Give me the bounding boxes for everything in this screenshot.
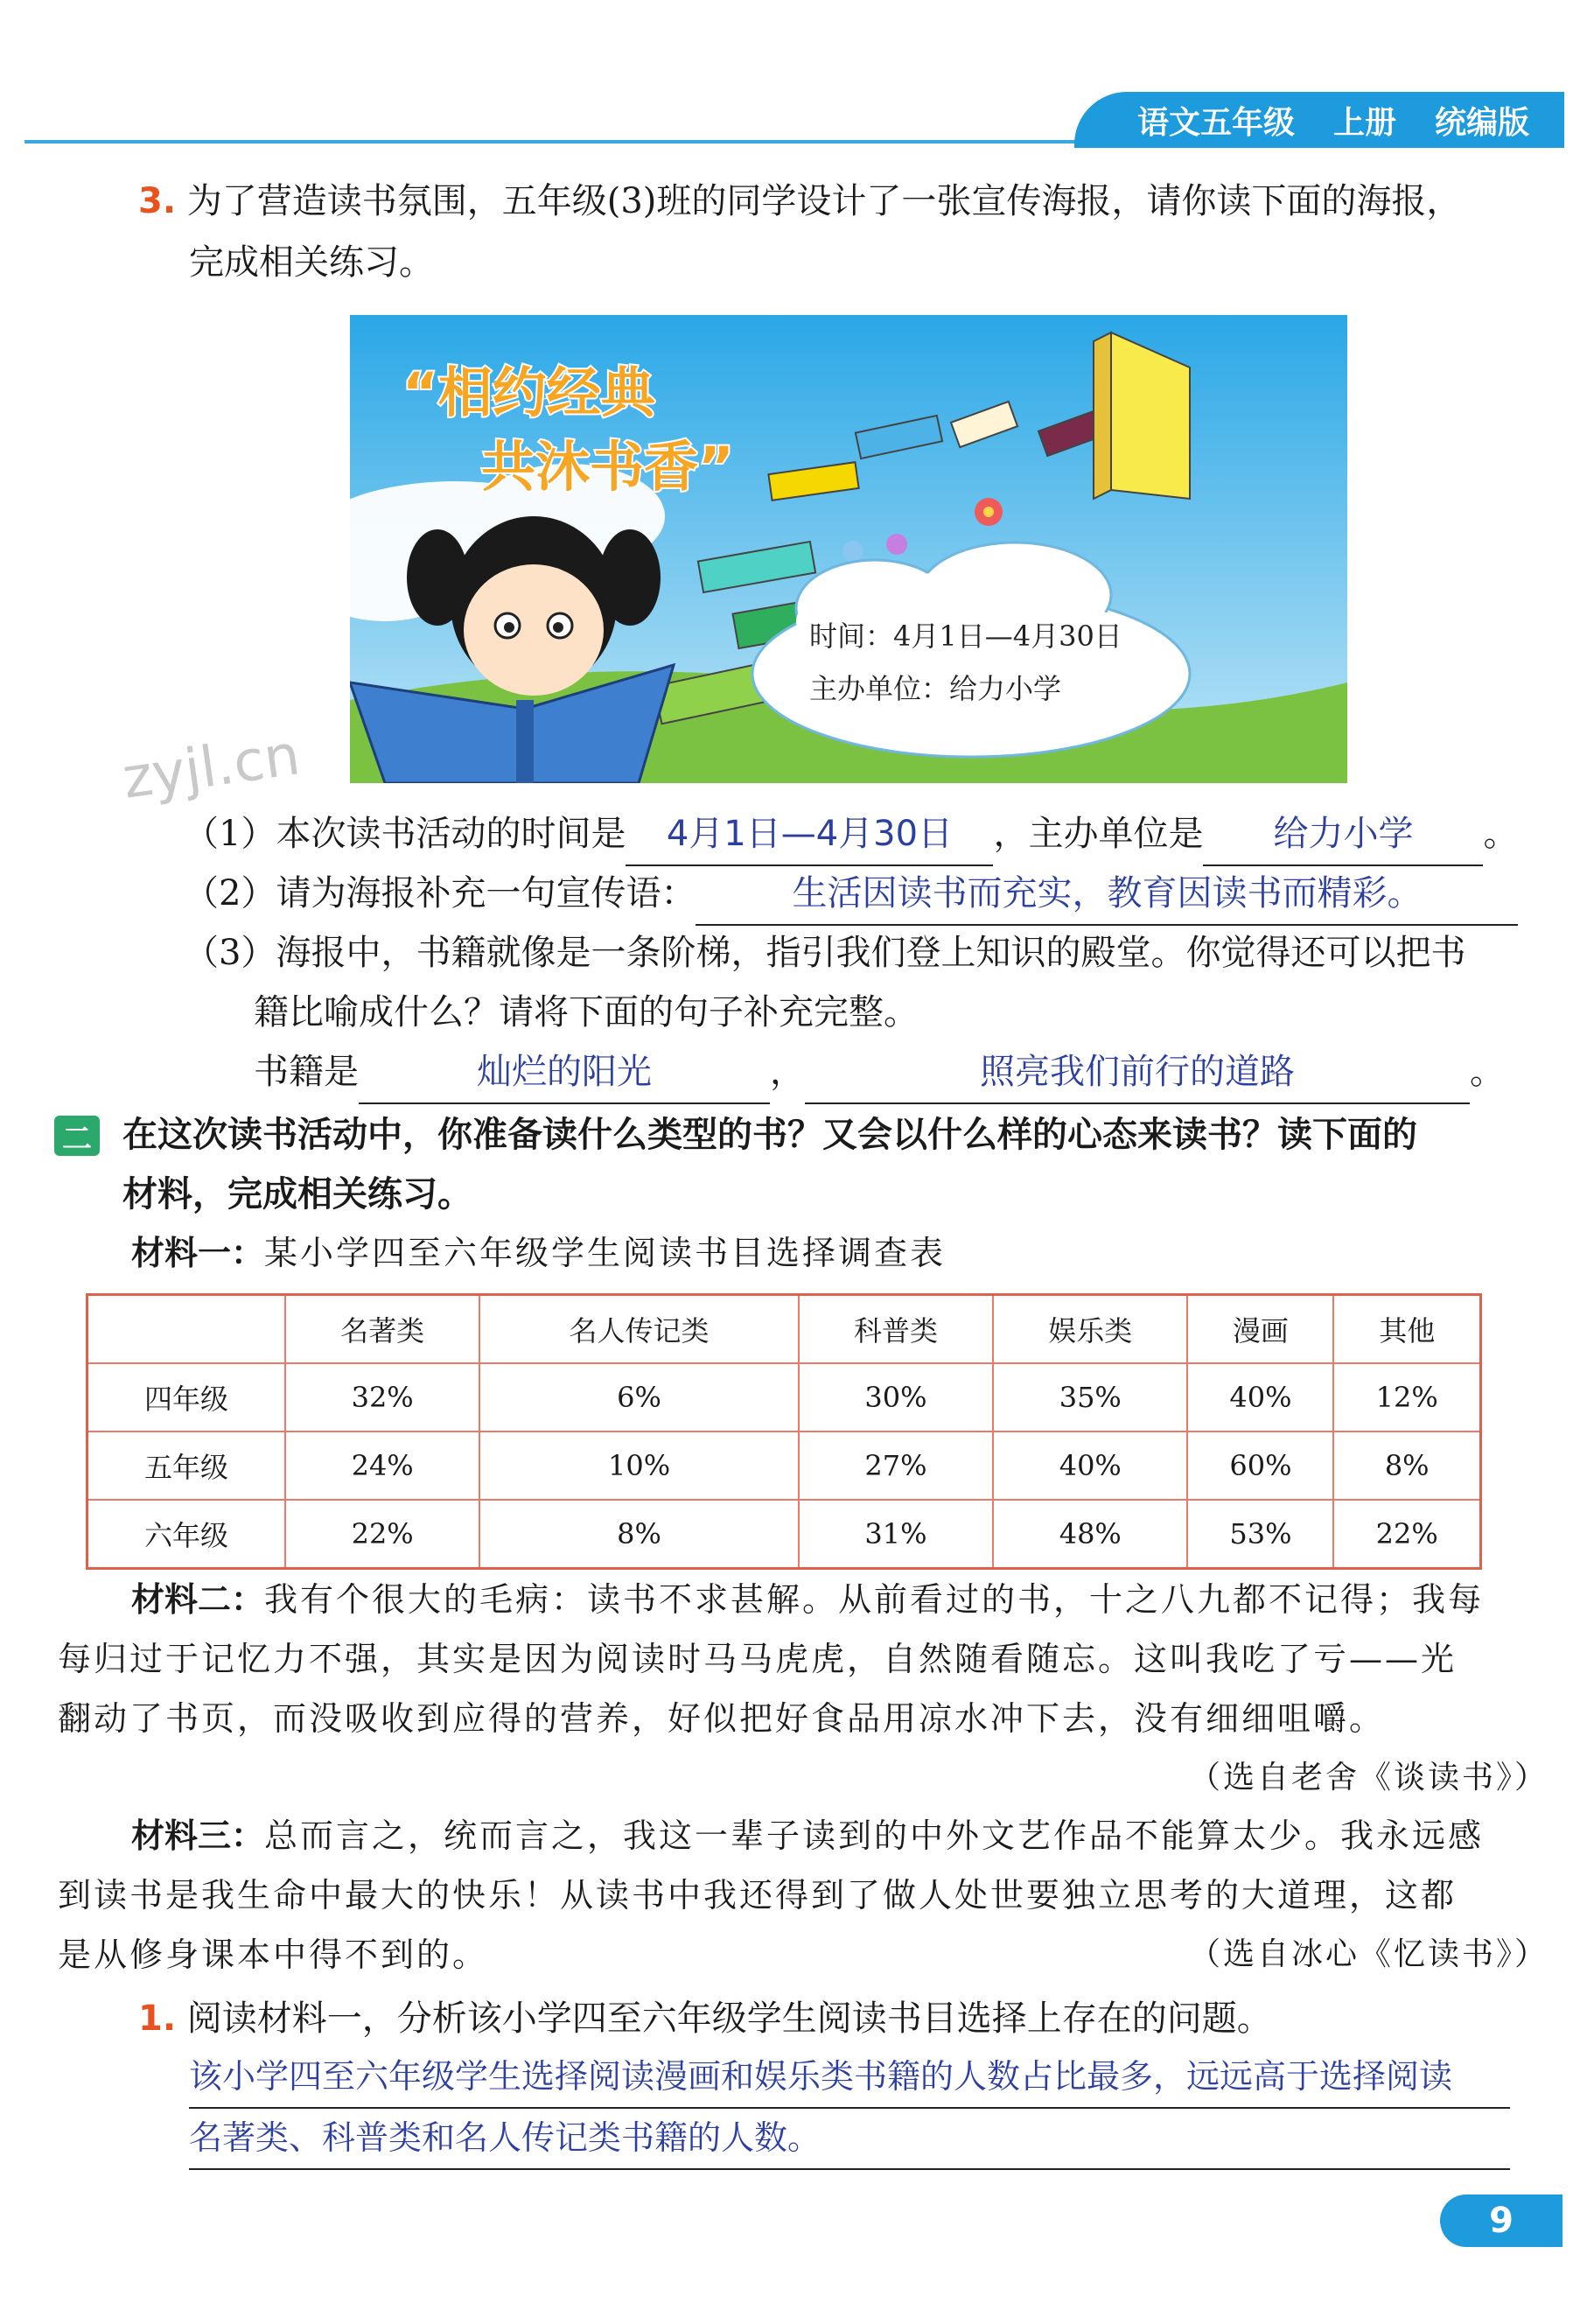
table-cell: 32%	[285, 1363, 479, 1432]
table-cell-grade: 六年级	[87, 1500, 286, 1569]
header-edition: 统编版	[1434, 104, 1529, 141]
sub3-explain-answer[interactable]: 照亮我们前行的道路	[805, 1041, 1470, 1104]
sub1-end: 。	[1483, 814, 1519, 854]
question-text: 为了营造读书氛围，五年级(3)班的同学设计了一张宣传海报，请你读下面的海报，	[186, 181, 1462, 221]
sub-question-3-fill	[254, 1041, 1531, 1104]
table-header-cell: 其他	[1333, 1295, 1480, 1364]
sub-question-1	[184, 803, 1531, 866]
table-cell: 22%	[1333, 1500, 1480, 1569]
table-header-cell: 漫画	[1187, 1295, 1333, 1364]
material2-line2: 每归过于记忆力不强，其实是因为阅读时马马虎虎，自然随看随忘。这叫我吃了亏——光	[58, 1640, 1458, 1678]
table-header-cell: 科普类	[799, 1295, 993, 1364]
sub-question-2	[184, 863, 1531, 926]
sub3-end: 。	[1470, 1052, 1505, 1092]
table-cell: 48%	[993, 1500, 1187, 1569]
section-badge: 二	[54, 1116, 100, 1156]
survey-table	[86, 1293, 1482, 1570]
material1-label: 材料一：	[131, 1234, 265, 1272]
material2-label: 材料二：	[131, 1580, 265, 1619]
sub2-label: （2）请为海报补充一句宣传语：	[184, 873, 696, 914]
poster-organizer: 主办单位：给力小学	[809, 672, 1062, 705]
sub1-organizer-answer[interactable]: 给力小学	[1203, 803, 1483, 866]
material2-line1	[131, 1570, 1484, 1629]
table-cell: 30%	[799, 1363, 993, 1432]
material3-label: 材料三：	[131, 1816, 265, 1855]
table-row	[87, 1432, 1481, 1500]
sub3-metaphor-answer[interactable]: 灿烂的阳光	[359, 1041, 770, 1104]
table-header-cell	[87, 1295, 286, 1364]
material2-text1: 我有个很大的毛病：读书不求甚解。从前看过的书，十之八九都不记得；我每	[264, 1580, 1485, 1619]
table-cell: 31%	[799, 1500, 993, 1569]
material2-line3: 翻动了书页，而没吸收到应得的营养，好似把好食品用凉水冲下去，没有细细咀嚼。	[58, 1699, 1386, 1738]
question-1	[138, 1988, 1272, 2049]
page-number: 9	[1440, 2194, 1563, 2247]
table-row	[87, 1363, 1481, 1432]
table-header-cell: 名著类	[285, 1295, 479, 1364]
header-volume: 上册	[1332, 104, 1396, 141]
material1-heading	[131, 1223, 946, 1283]
sub1-label: （1）本次读书活动的时间是	[184, 814, 626, 854]
sub1-mid: ，主办单位是	[993, 814, 1204, 854]
sub-question-3-line1: （3）海报中，书籍就像是一条阶梯，指引我们登上知识的殿堂。你觉得还可以把书	[184, 933, 1466, 973]
material2-source: （选自老舍《谈读书》）	[1188, 1760, 1549, 1796]
table-cell: 24%	[285, 1432, 479, 1500]
question-3	[138, 171, 1538, 232]
question-text: 阅读材料一，分析该小学四至六年级学生阅读书目选择上存在的问题。	[186, 1998, 1272, 2039]
table-cell-grade: 五年级	[87, 1432, 286, 1500]
table-cell: 40%	[993, 1432, 1187, 1500]
sub3-prefix: 书籍是	[254, 1052, 359, 1092]
table-cell: 12%	[1333, 1363, 1480, 1432]
poster-time: 时间：4月1日—4月30日	[809, 620, 1122, 653]
q1-answer-line2[interactable]: 名著类、科普类和名人传记类书籍的人数。	[189, 2107, 1510, 2170]
poster-title-line2: 共沐书香”	[481, 435, 734, 499]
table-cell: 10%	[479, 1432, 799, 1500]
table-cell: 60%	[1187, 1432, 1333, 1500]
question-number: 1.	[138, 1998, 177, 2039]
section2-line2: 材料，完成相关练习。	[122, 1174, 472, 1214]
material3-line1	[131, 1806, 1484, 1866]
table-header-cell: 名人传记类	[479, 1295, 799, 1364]
question-number: 3.	[138, 181, 177, 221]
question-3-line2: 完成相关练习。	[189, 242, 434, 283]
table-cell: 27%	[799, 1432, 993, 1500]
poster-title-line1: “相约经典	[402, 360, 655, 424]
sub2-slogan-answer[interactable]: 生活因读书而充实，教育因读书而精彩。	[696, 863, 1518, 926]
material3-line2: 到读书是我生命中最大的快乐！从读书中我还得到了做人处世要独立思考的大道理，这都	[58, 1876, 1458, 1914]
table-cell: 53%	[1187, 1500, 1333, 1569]
table-cell: 6%	[479, 1363, 799, 1432]
table-cell: 8%	[479, 1500, 799, 1569]
q1-answer-line1[interactable]: 该小学四至六年级学生选择阅读漫画和娱乐类书籍的人数占比最多，远远高于选择阅读	[189, 2046, 1510, 2109]
table-cell-grade: 四年级	[87, 1363, 286, 1432]
table-header-cell: 娱乐类	[993, 1295, 1187, 1364]
header-subject: 语文五年级	[1136, 104, 1295, 141]
table-row	[87, 1500, 1481, 1569]
table-cell: 35%	[993, 1363, 1187, 1432]
table-cell: 40%	[1187, 1363, 1333, 1432]
material1-title: 某小学四至六年级学生阅读书目选择调查表	[264, 1234, 947, 1272]
material3-line3: 是从修身课本中得不到的。	[58, 1936, 489, 1974]
header-tab	[1074, 92, 1564, 148]
material3-text1: 总而言之，统而言之，我这一辈子读到的中外文艺作品不能算太少。我永远感	[264, 1816, 1485, 1855]
section2-line1: 在这次读书活动中，你准备读什么类型的书？又会以什么样的心态来读书？读下面的	[122, 1115, 1417, 1155]
table-header-row	[87, 1295, 1481, 1364]
material3-source: （选自冰心《忆读书》）	[1188, 1936, 1549, 1972]
sub-question-3-line2: 籍比喻成什么？请将下面的句子补充完整。	[254, 992, 919, 1032]
reading-poster	[350, 315, 1347, 783]
table-cell: 8%	[1333, 1432, 1480, 1500]
sub1-time-answer[interactable]: 4月1日—4月30日	[626, 803, 993, 866]
watermark: zyjl.cn	[118, 723, 304, 812]
table-cell: 22%	[285, 1500, 479, 1569]
sub3-comma: ，	[770, 1052, 805, 1092]
